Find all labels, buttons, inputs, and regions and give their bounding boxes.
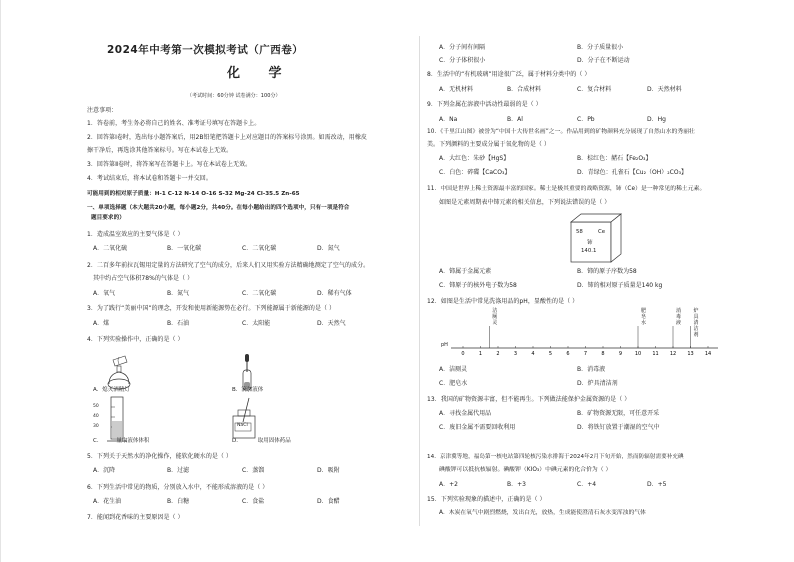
ph-item-label-char: 厕 bbox=[492, 314, 498, 320]
q5-option-a[interactable]: A．沉降 bbox=[93, 467, 116, 474]
q4-fig-c-label: 量取液体体积 bbox=[116, 438, 150, 444]
q2-option-a[interactable]: A．氧气 bbox=[93, 290, 116, 297]
ph-item-label-char: 剂 bbox=[693, 332, 699, 338]
section-heading: 一、单项选择题（本大题共20小题，每小题2分，共40分。在每小题给出的四个选项中，只有一项是符合 bbox=[87, 205, 350, 211]
q11-stem-cont: 如图是元素周期表中铈元素的相关信息，下列说法错误的是（ ） bbox=[439, 199, 611, 206]
q4-fig-b-label: 滴加液体 bbox=[241, 387, 264, 393]
ph-item-label-char: 灵 bbox=[492, 320, 498, 326]
section-heading-cont: 题目要求的） bbox=[91, 215, 125, 221]
q11-option-c[interactable]: C．铈原子的核外电子数为58 bbox=[439, 282, 517, 289]
ph-item-label-char: 皂 bbox=[641, 314, 647, 320]
q10-option-a[interactable]: A．大红色：朱砂【HgS】 bbox=[439, 155, 510, 162]
element-name: 铈 bbox=[587, 240, 593, 246]
q2-stem-cont: 其中约占空气体积78%的气体是（ ） bbox=[93, 275, 194, 282]
q11-option-d[interactable]: D．铈的相对原子质量是140 kg bbox=[577, 282, 663, 289]
element-number: 58 bbox=[576, 229, 583, 235]
cyl-tick-50: 50 bbox=[93, 404, 99, 409]
q4-option-c[interactable]: C． 量取液体体积 bbox=[93, 438, 150, 444]
q7-option-a[interactable]: A．分子间有间隔 bbox=[439, 44, 486, 51]
ph-tick-label: 7 bbox=[583, 351, 588, 357]
q6-option-b[interactable]: B．白糖 bbox=[167, 498, 190, 505]
q5-option-b[interactable]: B．过滤 bbox=[167, 467, 190, 474]
q13-option-d[interactable]: D．将铁钉放置于潮湿的空气中 bbox=[577, 424, 660, 431]
q10-stem-cont: 美。下列颜料的主要成分属于氧化物的是（ ） bbox=[427, 141, 550, 148]
q2-option-d[interactable]: D．稀有气体 bbox=[317, 290, 352, 297]
subject-title: 化 学 bbox=[227, 66, 294, 81]
q5-stem: 5．下列关于天然水的净化操作，能软化硬水的是（ ） bbox=[87, 453, 232, 460]
column-divider bbox=[419, 36, 420, 526]
q8-option-a[interactable]: A．无机材料 bbox=[439, 86, 474, 93]
note-3: 3．回答第Ⅱ卷时，将答案写在答题卡上。写在本试卷上无效。 bbox=[87, 161, 252, 168]
q7-option-c[interactable]: C．分子体积很小 bbox=[439, 57, 486, 64]
ph-tick-label: 14 bbox=[704, 351, 712, 357]
ph-tick-label: 4 bbox=[531, 351, 535, 357]
q7-option-d[interactable]: D．分子在不断运动 bbox=[577, 57, 630, 64]
ph-item-label-char: 洁 bbox=[693, 326, 699, 332]
q2-option-b[interactable]: B．氮气 bbox=[167, 290, 190, 297]
q9-option-d[interactable]: D．Hg bbox=[647, 116, 666, 123]
notes-heading: 注意事项： bbox=[87, 107, 118, 114]
q3-option-d[interactable]: D．天然气 bbox=[317, 320, 346, 327]
element-cell-figure bbox=[563, 212, 633, 266]
ph-item-label-char: 具 bbox=[693, 314, 699, 320]
ph-tick-label: 11 bbox=[652, 351, 659, 357]
ph-tick-label: 12 bbox=[669, 351, 677, 357]
q1-stem: 1．造成温室效应的主要气体是（ ） bbox=[87, 231, 184, 238]
q8-stem: 8．生活中的“有机玻璃”用途很广泛，属于材料分类中的（ ） bbox=[427, 71, 591, 78]
ph-tick-label: 10 bbox=[634, 351, 642, 357]
q5-option-c[interactable]: C．蒸馏 bbox=[242, 467, 265, 474]
cyl-tick-40: 40 bbox=[93, 414, 99, 419]
q4-option-a[interactable]: A．熄灭酒精灯 bbox=[93, 387, 130, 393]
q9-stem: 9．下列金属在溶液中活动性最弱的是（ ） bbox=[427, 101, 542, 108]
note-2-cont: 擦干净后，再选涂其他答案标号。写在本试卷上无效。 bbox=[87, 147, 233, 154]
q4-fig-d-label: 取用固体药品 bbox=[257, 438, 291, 444]
q15-stem: 15．下列实验现象的描述中，正确的是（ ） bbox=[427, 496, 546, 503]
ph-tick-label: 1 bbox=[478, 351, 483, 357]
ph-item-label-char: 水 bbox=[641, 320, 647, 326]
ph-tick-label: 9 bbox=[618, 351, 623, 357]
q3-stem: 3．为了践行“美丽中国”的理念，开发和使用新能源势在必行。下列能源属于新能源的是（ ） bbox=[87, 305, 336, 312]
q7-stem: 7．能闻到花香味的主要原因是（ ） bbox=[87, 514, 184, 521]
ph-item-label-char: 肥 bbox=[641, 308, 647, 314]
ph-tick-label: 3 bbox=[513, 351, 518, 357]
q9-option-c[interactable]: C．Pb bbox=[577, 116, 595, 123]
q3-option-a[interactable]: A．煤 bbox=[93, 320, 110, 327]
q11-option-a[interactable]: A．铈属于金属元素 bbox=[439, 268, 492, 275]
q13-option-b[interactable]: B．矿物资源无限，可任意开采 bbox=[577, 410, 660, 417]
q12-option-d[interactable]: D．炉具清洁剂 bbox=[577, 380, 618, 387]
q6-option-c[interactable]: C．食盐 bbox=[242, 498, 265, 505]
note-4: 4．考试结束后，将本试卷和答题卡一并交回。 bbox=[87, 175, 212, 182]
q9-option-b[interactable]: B．Al bbox=[507, 116, 523, 123]
ph-item-label-char: 消 bbox=[676, 308, 682, 314]
q2-stem: 2．二百多年前拉瓦锡用定量的方法研究了空气的成分，后来人们又用实验方法精确地测定了空气的成分。 bbox=[87, 262, 370, 269]
q8-option-c[interactable]: C．复合材料 bbox=[577, 86, 612, 93]
q14-option-d[interactable]: D．+5 bbox=[647, 481, 667, 488]
ph-tick-label: 6 bbox=[566, 351, 570, 357]
ph-item-label-char: 炉 bbox=[693, 308, 699, 314]
q13-option-a[interactable]: A．寻找金属代用品 bbox=[439, 410, 492, 417]
q11-option-b[interactable]: B．铈的原子序数为58 bbox=[577, 268, 637, 275]
q3-option-c[interactable]: C．太阳能 bbox=[242, 320, 271, 327]
exam-meta: （考试时间：60分钟 试卷满分：100分） bbox=[187, 93, 281, 99]
q8-option-d[interactable]: D．天然材料 bbox=[647, 86, 682, 93]
q1-option-a[interactable]: A．二氧化硫 bbox=[93, 245, 128, 252]
q9-option-a[interactable]: A．Na bbox=[439, 116, 458, 123]
q1-option-c[interactable]: C．二氧化碳 bbox=[242, 245, 277, 252]
q12-option-a[interactable]: A．洁厕灵 bbox=[439, 366, 468, 373]
q13-option-c[interactable]: C．废旧金属不需要回收利用 bbox=[439, 424, 516, 431]
element-symbol: Ce bbox=[598, 229, 606, 235]
q1-option-d[interactable]: D．氮气 bbox=[317, 245, 340, 252]
ph-tick-label: 5 bbox=[548, 351, 553, 357]
q4-stem: 4．下列实验操作中，正确的是（ ） bbox=[87, 336, 184, 343]
ph-tick-label: 8 bbox=[601, 351, 605, 357]
note-1: 1．答卷前，考生务必将自己的姓名、准考证号填写在答题卡上。 bbox=[87, 120, 261, 127]
q12-option-c[interactable]: C．肥皂水 bbox=[439, 380, 468, 387]
q7-option-b[interactable]: B．分子质量很小 bbox=[577, 44, 624, 51]
q14-stem: 14．京津冀等地，福岛第一核电站第四轮核污染水排海于2024年2月下旬开始，然而防辐射需要补充碘 bbox=[427, 454, 684, 460]
q14-option-c[interactable]: C．+4 bbox=[577, 481, 597, 488]
q6-stem: 6．下列生活中常见的物质，分别放入水中，不能形成溶液的是（ ） bbox=[87, 484, 269, 491]
ph-tick-label: 0 bbox=[461, 351, 465, 357]
nacl-label: NaCl bbox=[237, 423, 248, 428]
q8-option-b[interactable]: B．合成材料 bbox=[507, 86, 542, 93]
q15-option-a[interactable]: A．木炭在氧气中剧烈燃烧，发出白光，放热，生成能使澄清石灰水变浑浊的气体 bbox=[439, 510, 646, 516]
q10-option-c[interactable]: C．白色：碎碟【CaCO₃】 bbox=[439, 169, 511, 176]
q4-option-b[interactable]: B．滴加液体 bbox=[232, 387, 264, 393]
q12-option-b[interactable]: B．消毒液 bbox=[577, 366, 606, 373]
q14-option-a[interactable]: A．+2 bbox=[439, 481, 458, 488]
cyl-tick-30: 30 bbox=[93, 424, 99, 429]
q13-stem: 13．我国的矿物资源丰富，但不能再生。下列做法能保护金属资源的是（ ） bbox=[427, 396, 631, 403]
q12-stem: 12．如图是生活中常见洗涤用品的pH，显酸性的是（ ） bbox=[427, 298, 579, 305]
ph-scale-figure bbox=[427, 310, 727, 360]
q14-stem-cont: 碘酸钾可以抵抗核辐射。碘酸钾（KIO₃）中碘元素的化合价为（ ） bbox=[439, 467, 612, 473]
q1-option-b[interactable]: B．一氧化碳 bbox=[167, 245, 202, 252]
q6-option-d[interactable]: D．食醋 bbox=[317, 498, 340, 505]
ph-item-label-char: 清 bbox=[693, 320, 699, 326]
q6-option-a[interactable]: A．花生油 bbox=[93, 498, 122, 505]
q14-option-b[interactable]: B．+3 bbox=[507, 481, 526, 488]
note-2: 2．回答第Ⅰ卷时，选出每小题答案后，用2B铅笔把答题卡上对应题目的答案标号涂黑。如需改动，用橡皮 bbox=[87, 134, 367, 141]
atomic-masses: 可能用到的相对原子质量：H-1 C-12 N-14 O-16 S-32 Mg-24 Cl-35.5 Zn-65 bbox=[87, 191, 300, 197]
element-mass: 140.1 bbox=[581, 248, 597, 254]
ph-item-label-char: 毒 bbox=[676, 314, 682, 320]
ph-tick-label: 13 bbox=[687, 351, 694, 357]
q2-option-c[interactable]: C．二氧化碳 bbox=[242, 290, 277, 297]
ph-item-label-char: 液 bbox=[676, 320, 682, 326]
q10-option-d[interactable]: D．青绿色：孔雀石【Cu₂（OH）₂CO₃】 bbox=[577, 169, 687, 176]
q5-option-d[interactable]: D．吸附 bbox=[317, 467, 340, 474]
q3-option-b[interactable]: B．石油 bbox=[167, 320, 190, 327]
q4-fig-a-label: 熄灭酒精灯 bbox=[102, 387, 130, 393]
q10-option-b[interactable]: B．棕红色：赭石【Fe₂O₃】 bbox=[577, 155, 652, 162]
exam-title: 2024年中考第一次模拟考试（广西卷） bbox=[107, 44, 304, 56]
q11-stem: 11．中国是世界上稀土资源最丰富的国家。稀土是极其重要的战略资源，铈（Ce）是一种常见的稀土元素。 bbox=[427, 186, 706, 192]
ph-item-label-char: 洁 bbox=[492, 308, 498, 314]
q4-option-d[interactable]: D． 取用固体药品 bbox=[232, 438, 291, 444]
q10-stem: 10．《千里江山图》被誉为“中国十大传世名画”之一。作品用到的矿物颜料充分展现了自然山水的秀丽壮 bbox=[427, 129, 695, 135]
ph-tick-label: 2 bbox=[496, 351, 500, 357]
ph-axis-label: pH bbox=[441, 342, 448, 348]
